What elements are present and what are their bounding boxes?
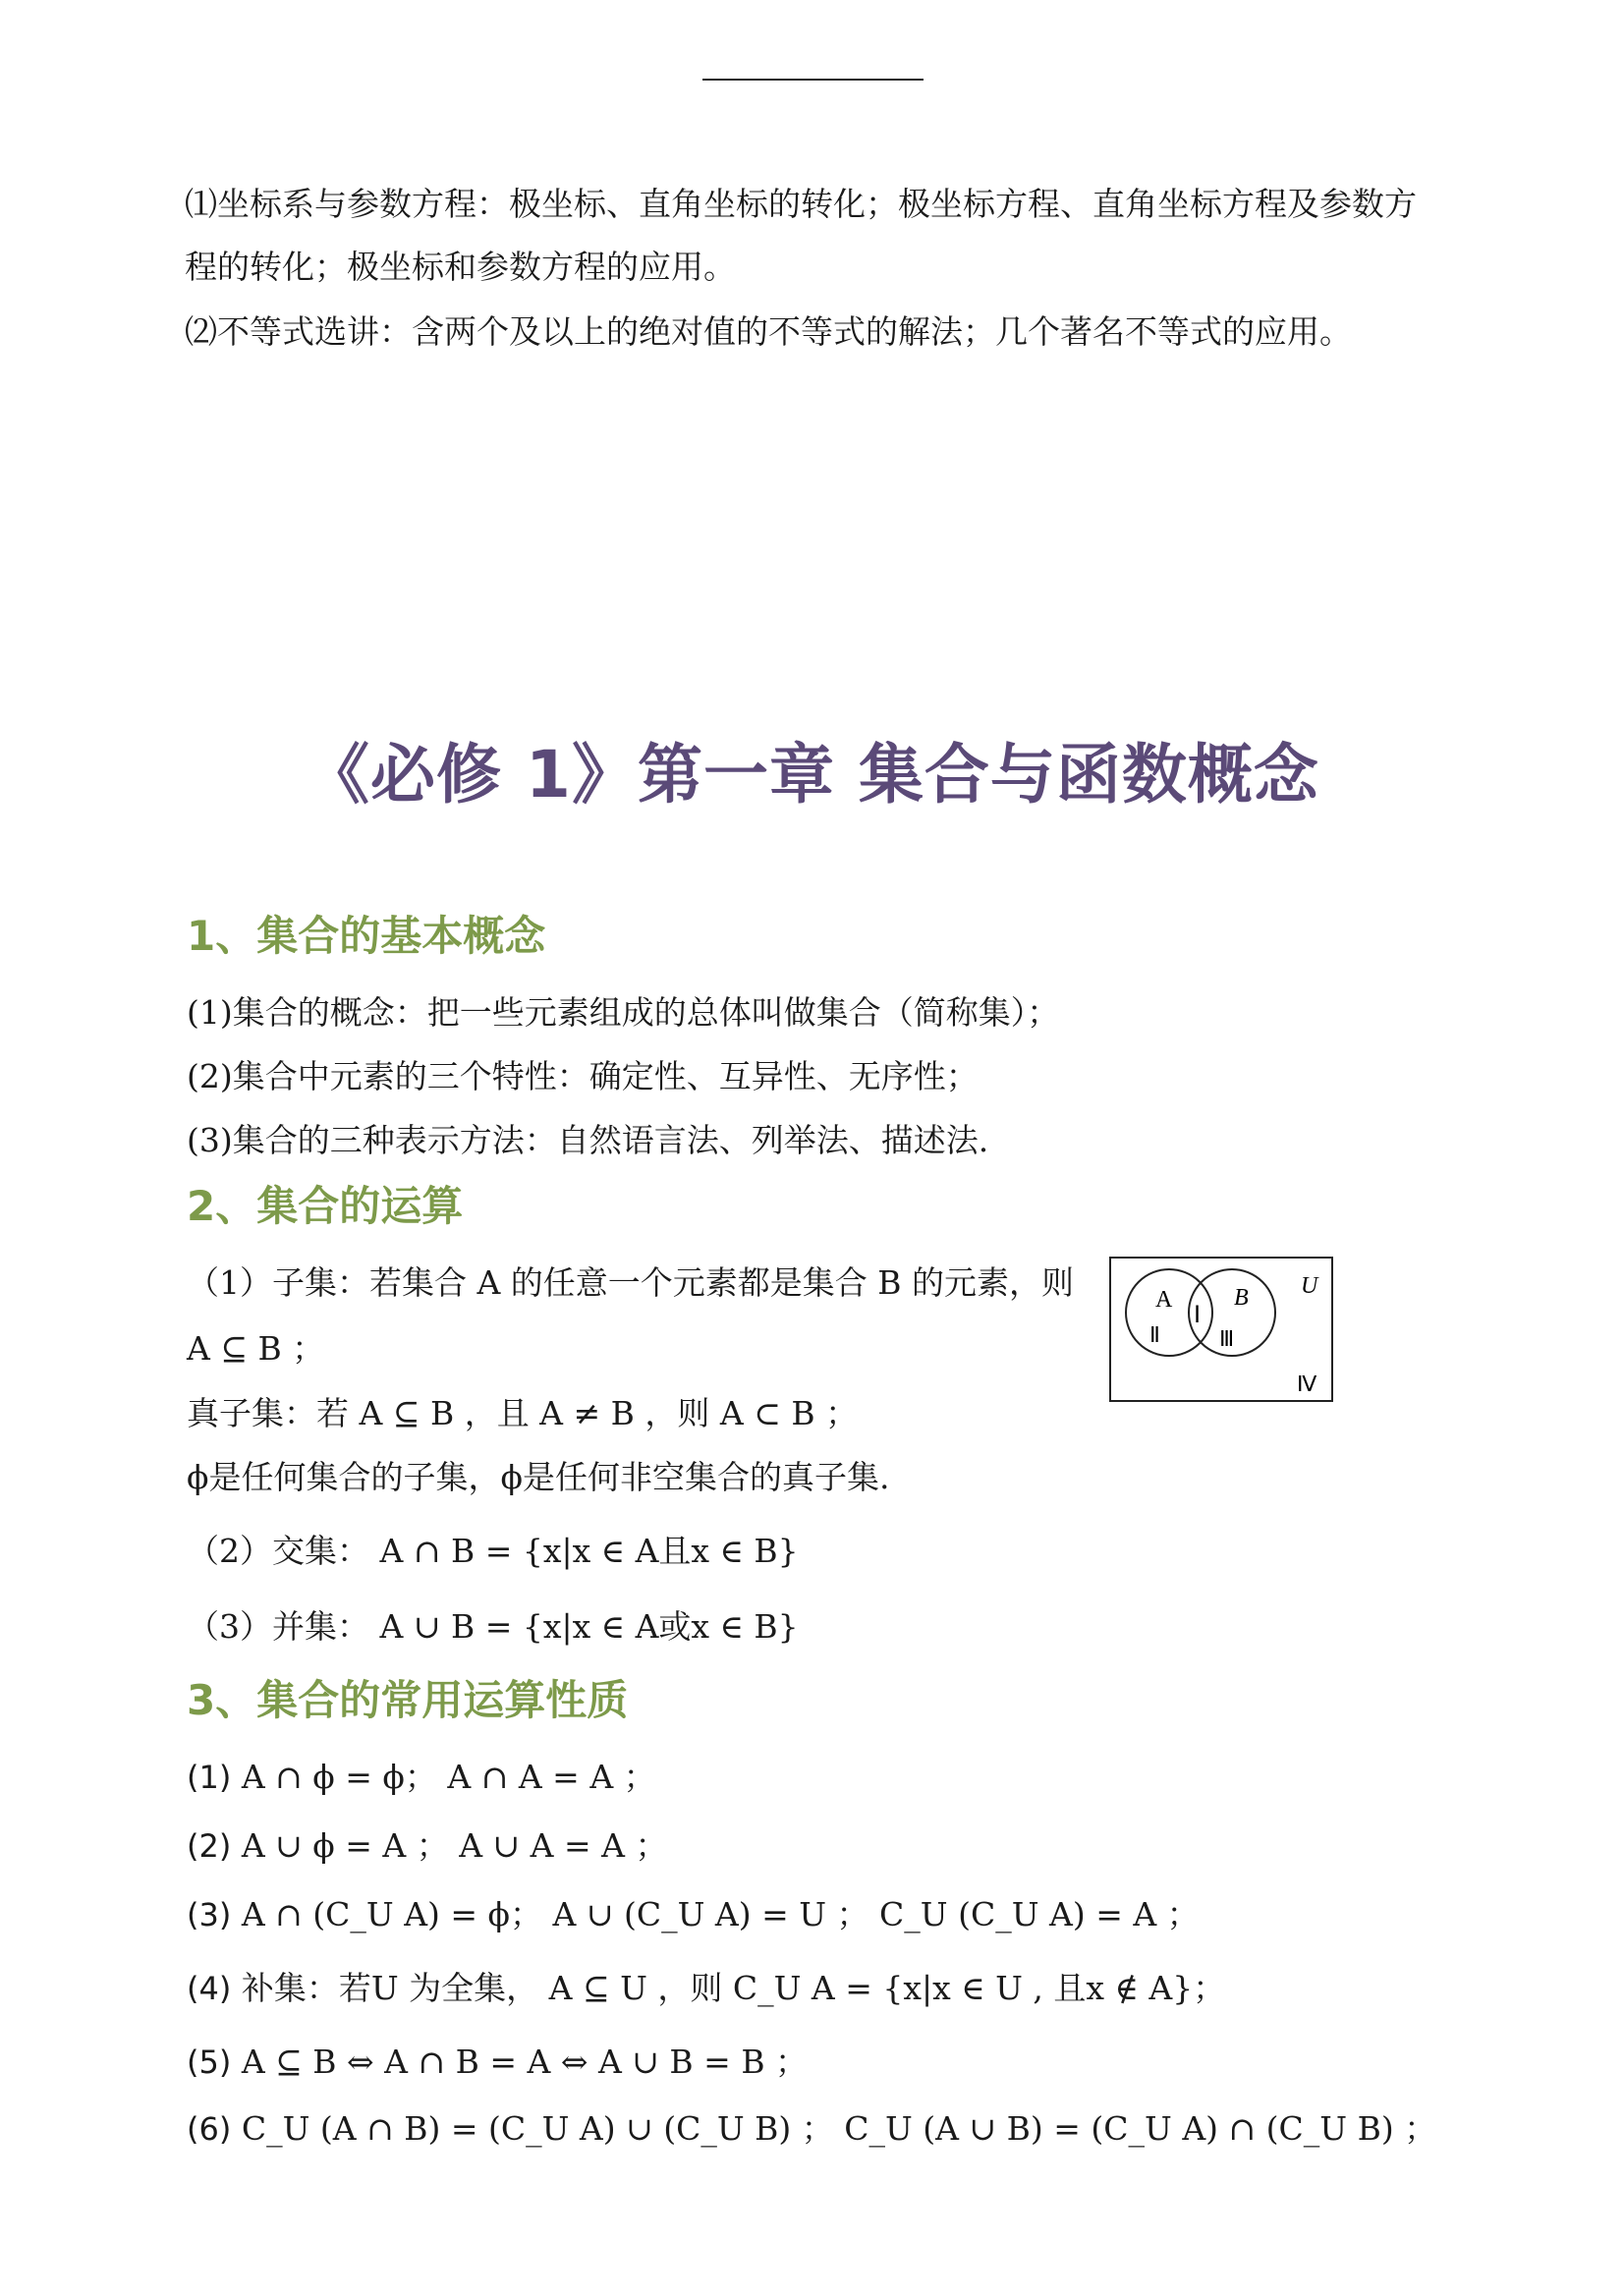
property-1-number: (1): [187, 1759, 232, 1796]
property-3: [187, 1889, 1200, 1935]
subset-line-2: A ⊆ B ；: [187, 1329, 325, 1368]
property-5-number: (5): [187, 2044, 232, 2081]
union-formula: A ∪ B = {x|x ∈ A或x ∈ B}: [379, 1607, 799, 1646]
venn-label-b: B: [1234, 1285, 1249, 1311]
property-3-number: (3): [187, 1896, 232, 1933]
property-1: [187, 1752, 656, 1798]
intersection-formula: A ∩ B = {x|x ∈ A且x ∈ B}: [379, 1532, 799, 1570]
property-4: [187, 1963, 1225, 2009]
empty-set-line: ϕ是任何集合的子集，ϕ是任何非空集合的真子集.: [187, 1458, 890, 1496]
intro-item-1: ⑴坐标系与参数方程：极坐标、直角坐标的转化；极坐标方程、直角坐标方程及参数方程的转化；极坐标和参数方程的应用。: [185, 185, 1417, 286]
subset-line-1: （1）子集：若集合 A 的任意一个元素都是集合 B 的元素，则: [187, 1263, 1075, 1302]
union-label: （3）并集：: [187, 1607, 369, 1646]
property-6-number: (6): [187, 2110, 232, 2148]
property-5: [187, 2037, 808, 2083]
venn-region-4: Ⅳ: [1297, 1372, 1317, 1396]
venn-region-1: Ⅰ: [1194, 1303, 1202, 1328]
property-1-text: A ∩ ϕ = ϕ； A ∩ A = A ；: [241, 1758, 656, 1796]
top-rule: [702, 79, 924, 81]
chapter-title: 《必修 1》第一章 集合与函数概念: [305, 737, 1319, 812]
property-2-number: (2): [187, 1827, 232, 1865]
property-5-text: A ⊆ B ⇔ A ∩ B = A ⇔ A ∪ B = B ；: [241, 2043, 809, 2081]
section-1-line-2: (2)集合中元素的三个特性：确定性、互异性、无序性；: [187, 1057, 979, 1095]
intro-item-2: ⑵不等式选讲：含两个及以上的绝对值的不等式的解法；几个著名不等式的应用。: [185, 312, 1352, 351]
section-2-heading: 2、集合的运算: [187, 1182, 464, 1230]
section-1-line-1: (1)集合的概念：把一些元素组成的总体叫做集合（简称集）；: [187, 993, 1060, 1032]
venn-diagram: [1108, 1256, 1334, 1403]
intersection-line: [187, 1526, 799, 1572]
section-3-heading: 3、集合的常用运算性质: [187, 1676, 629, 1724]
property-4-number: (4): [187, 1970, 232, 2007]
union-line: [187, 1601, 799, 1648]
proper-subset-line: 真子集：若 A ⊆ B ，且 A ≠ B ，则 A ⊂ B ；: [187, 1394, 859, 1432]
intersection-label: （2）交集：: [187, 1532, 369, 1570]
property-4-text: 补集：若U 为全集， A ⊆ U ，则 C_U A = {x|x ∈ U , 且x ∉ A}；: [241, 1969, 1226, 2007]
property-6: [187, 2103, 1436, 2150]
venn-region-3: Ⅲ: [1219, 1326, 1235, 1351]
property-2-text: A ∪ ϕ = A ； A ∪ A = A ；: [241, 1826, 668, 1865]
venn-label-u: U: [1301, 1273, 1318, 1299]
venn-label-a: A: [1155, 1287, 1173, 1313]
section-1-line-3: (3)集合的三种表示方法：自然语言法、列举法、描述法.: [187, 1121, 989, 1159]
property-3-text: A ∩ (C_U A) = ϕ； A ∪ (C_U A) = U ； C_U (C_U A) = A ；: [241, 1895, 1200, 1933]
property-2: [187, 1820, 667, 1867]
venn-region-2: Ⅱ: [1149, 1322, 1160, 1347]
section-1-heading: 1、集合的基本概念: [187, 912, 546, 960]
property-6-text: C_U (A ∩ B) = (C_U A) ∪ (C_U B) ； C_U (A ∪ B) = (C_U A) ∩ (C_U B) ；: [241, 2109, 1437, 2148]
